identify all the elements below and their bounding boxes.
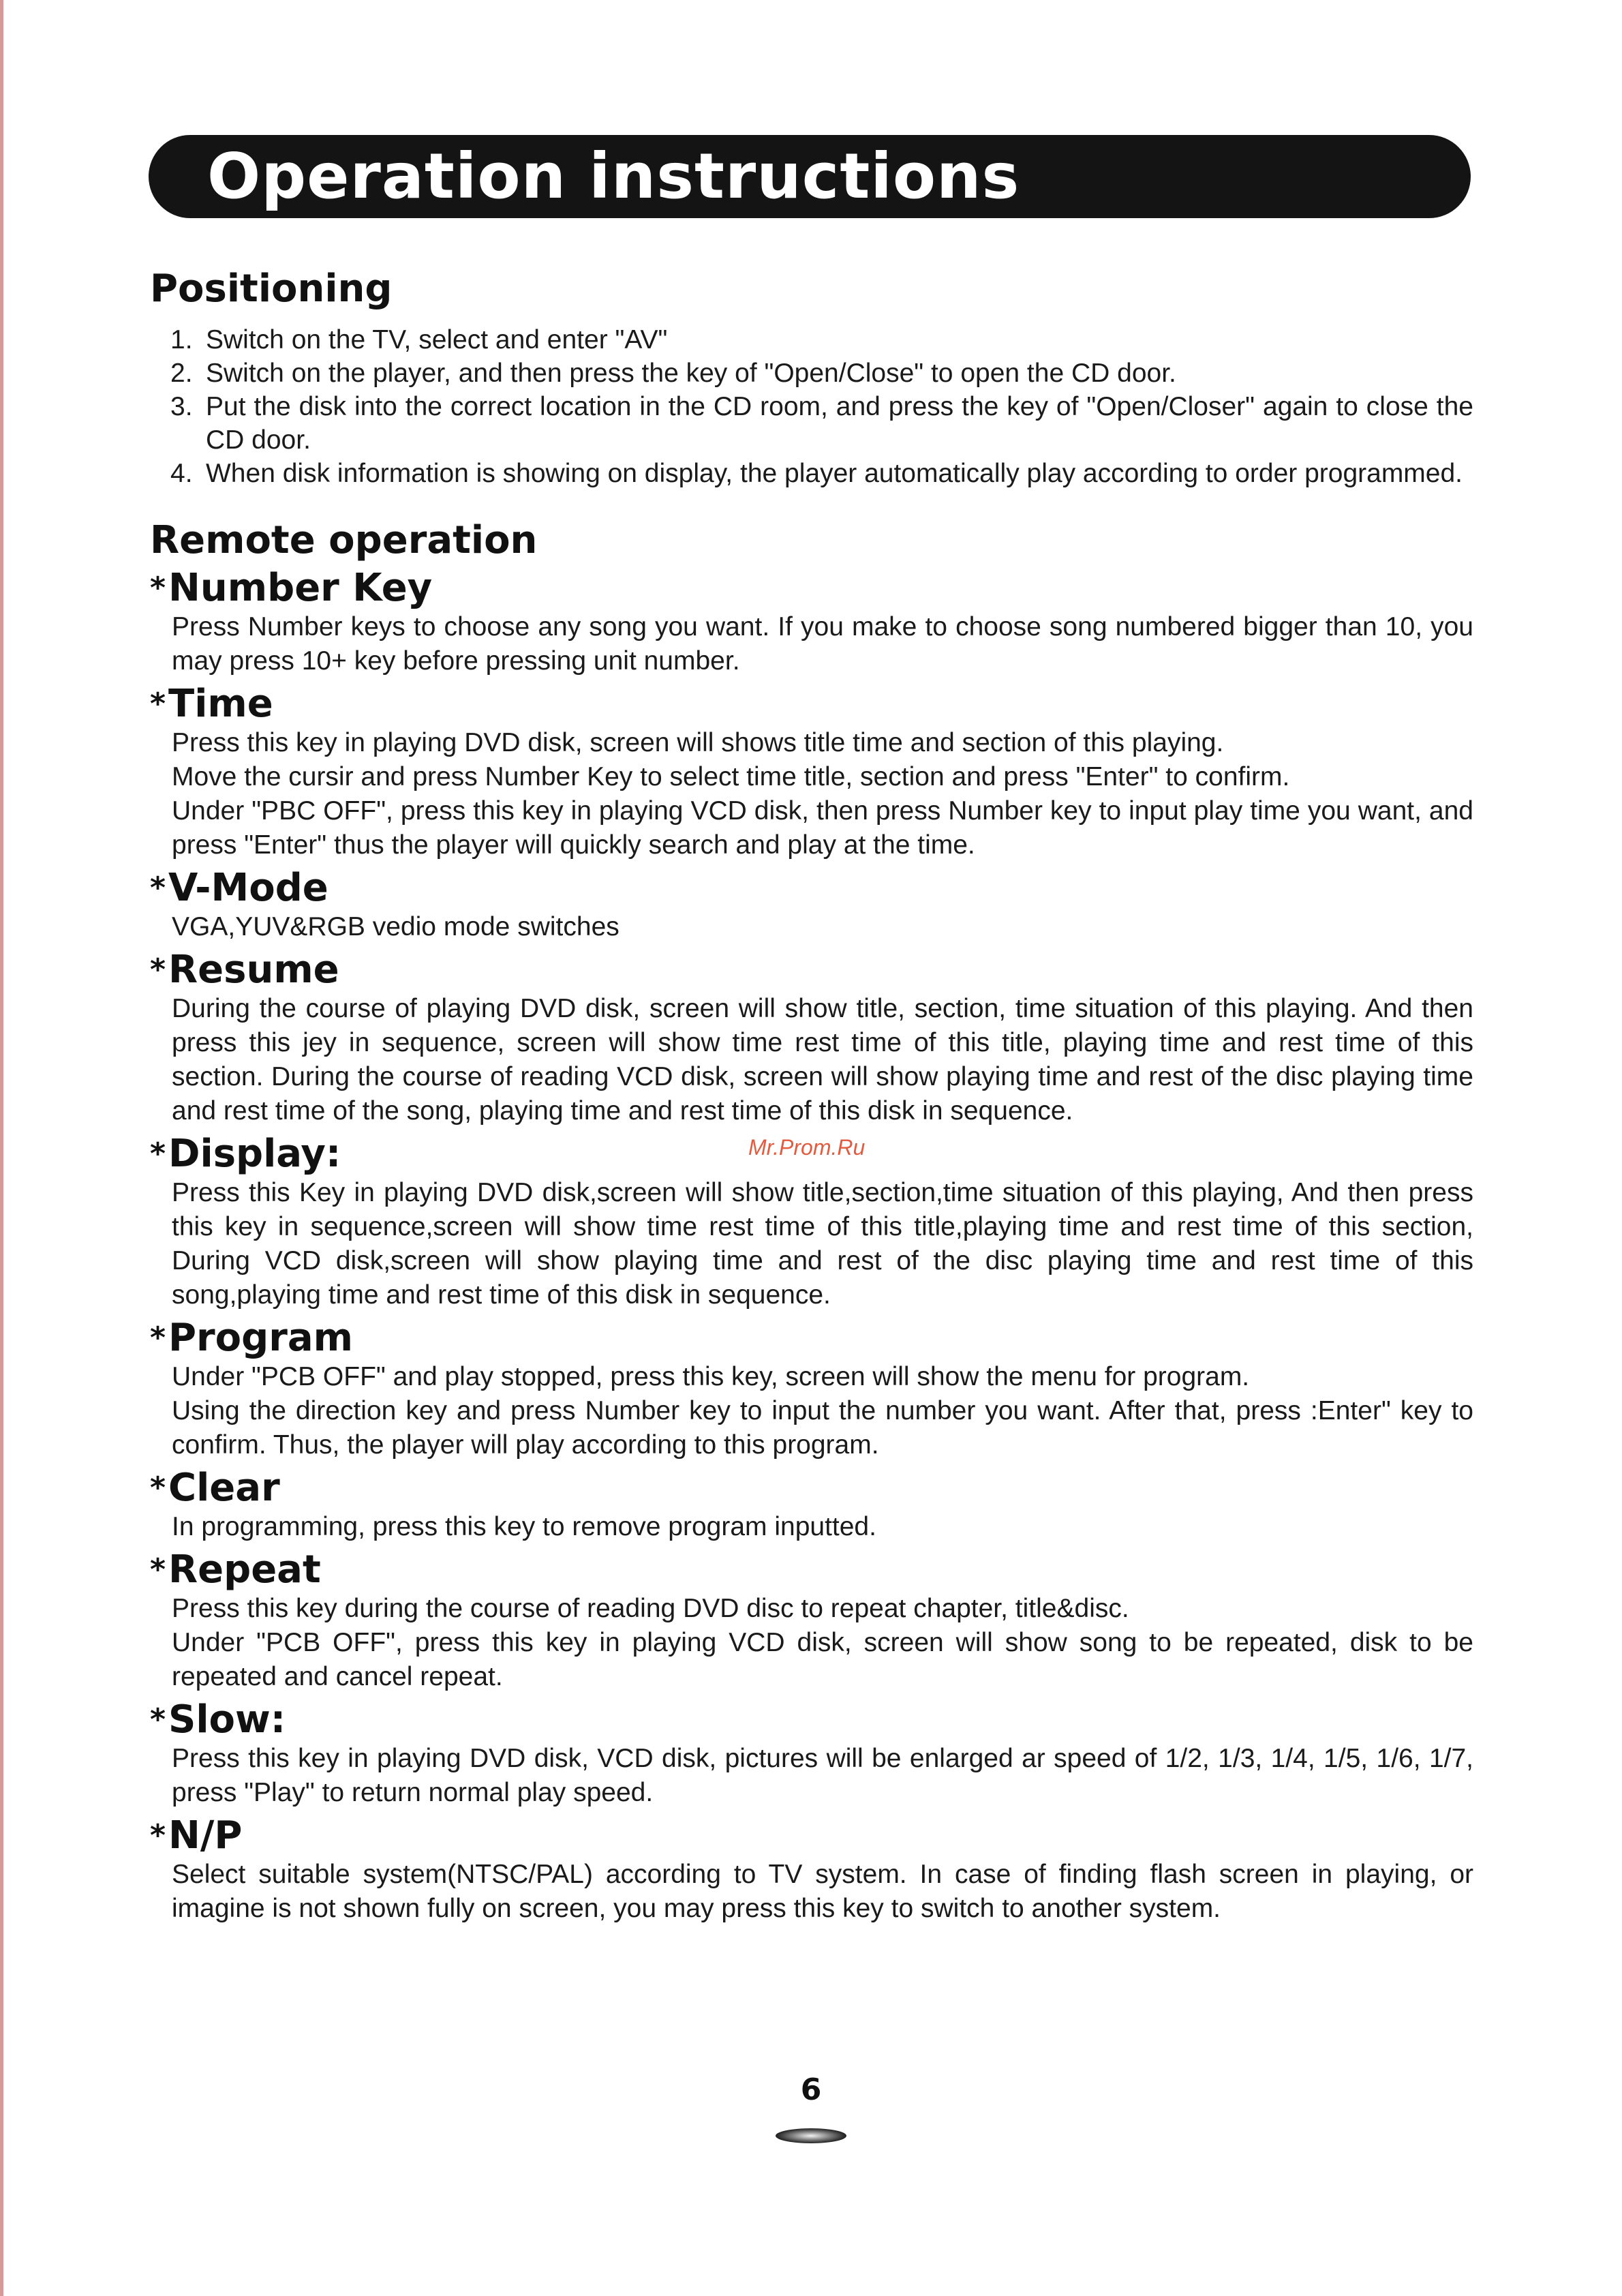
remote-key-title: V-Mode bbox=[168, 866, 328, 910]
asterisk-bullet-icon: * bbox=[150, 1320, 166, 1355]
remote-key-title: Repeat bbox=[168, 1547, 321, 1592]
watermark: Mr.Prom.Ru bbox=[748, 1135, 866, 1160]
remote-key-title: Slow: bbox=[168, 1697, 286, 1742]
page-number: 6 bbox=[800, 2072, 822, 2107]
remote-key-heading bbox=[150, 682, 1473, 726]
remote-key-description bbox=[172, 726, 1473, 862]
remote-key-description bbox=[172, 1858, 1473, 1926]
description-paragraph: VGA,YUV&RGB vedio mode switches bbox=[172, 912, 619, 941]
remote-key-section bbox=[150, 567, 1473, 678]
title-banner bbox=[149, 135, 1471, 218]
remote-key-description bbox=[172, 610, 1473, 678]
description-paragraph: Using the direction key and press Number key to input the number you want. After that, press :Enter" key to confirm. Thus, the player will play according to this program. bbox=[172, 1396, 1473, 1460]
remote-key-title: Clear bbox=[168, 1466, 280, 1510]
remote-key-section bbox=[150, 1466, 1473, 1544]
remote-key-title: N/P bbox=[168, 1813, 243, 1858]
remote-key-heading bbox=[150, 948, 1473, 992]
remote-key-description bbox=[172, 1592, 1473, 1694]
remote-key-heading bbox=[150, 1316, 1473, 1360]
positioning-step bbox=[170, 323, 1473, 357]
remote-key-section bbox=[150, 1814, 1473, 1926]
remote-key-title: Resume bbox=[168, 948, 339, 992]
asterisk-bullet-icon: * bbox=[150, 1552, 166, 1587]
description-paragraph: Press Number keys to choose any song you want. If you make to choose song numbered bigger than 10, you may press 10+ key before pressing unit number. bbox=[172, 612, 1473, 676]
asterisk-bullet-icon: * bbox=[150, 871, 166, 905]
remote-key-description bbox=[172, 992, 1473, 1128]
description-paragraph: During the course of playing DVD disk, screen will show title, section, time situation of this playing. And then press this jey in sequence, screen will show time rest time of this title, playing time and rest time of this section. During the course of reading VCD disk, screen will show playing time and rest of the disc playing time and rest time of the song, playing time and rest time of this disk in sequence. bbox=[172, 994, 1473, 1126]
description-paragraph: Press this key in playing DVD disk, VCD disk, pictures will be enlarged ar speed of 1/2, 1/3, 1/4, 1/5, 1/6, 1/7, press "Play" to return normal play speed. bbox=[172, 1744, 1473, 1807]
remote-key-section bbox=[150, 682, 1473, 862]
step-text: Switch on the TV, select and enter "AV" bbox=[206, 325, 668, 354]
asterisk-bullet-icon: * bbox=[150, 686, 166, 721]
remote-key-description bbox=[172, 910, 1473, 944]
remote-key-section bbox=[150, 1316, 1473, 1462]
remote-key-description bbox=[172, 1742, 1473, 1810]
remote-key-title: Time bbox=[168, 682, 273, 726]
positioning-heading: Positioning bbox=[150, 267, 393, 311]
remote-key-description bbox=[172, 1176, 1473, 1312]
remote-key-section bbox=[150, 1698, 1473, 1810]
remote-key-heading bbox=[150, 567, 1473, 610]
step-number: 3. bbox=[170, 392, 193, 421]
remote-key-heading bbox=[150, 1548, 1473, 1592]
remote-key-description bbox=[172, 1510, 1473, 1544]
remote-key-section bbox=[150, 866, 1473, 944]
description-paragraph: Under "PBC OFF", press this key in playing VCD disk, then press Number key to input play time you want, and press "Enter" thus the player will quickly search and play at the time. bbox=[172, 796, 1473, 860]
remote-key-description bbox=[172, 1360, 1473, 1462]
positioning-steps bbox=[150, 323, 1473, 490]
description-paragraph: Under "PCB OFF" and play stopped, press this key, screen will show the menu for program. bbox=[172, 1362, 1250, 1391]
remote-key-list bbox=[150, 567, 1473, 1926]
step-text: Put the disk into the correct location in the CD room, and press the key of "Open/Closer" again to close the CD door. bbox=[206, 392, 1473, 455]
description-paragraph: In programming, press this key to remove program inputted. bbox=[172, 1512, 876, 1541]
remote-key-section bbox=[150, 1548, 1473, 1694]
asterisk-bullet-icon: * bbox=[150, 1818, 166, 1853]
page-edge-line bbox=[0, 0, 3, 2296]
positioning-step bbox=[170, 457, 1473, 490]
remote-key-heading bbox=[150, 1466, 1473, 1510]
remote-key-heading bbox=[150, 1814, 1473, 1858]
remote-key-title: Program bbox=[168, 1316, 353, 1360]
asterisk-bullet-icon: * bbox=[150, 952, 166, 987]
page-title: Operation instructions bbox=[207, 140, 1020, 213]
step-number: 1. bbox=[170, 325, 193, 354]
description-paragraph: Press this key during the course of reading DVD disc to repeat chapter, title&disc. bbox=[172, 1594, 1129, 1623]
description-paragraph: Select suitable system(NTSC/PAL) according to TV system. In case of finding flash screen in playing, or imagine is not shown fully on screen, you may press this key to switch to another system. bbox=[172, 1860, 1473, 1923]
remote-key-section bbox=[150, 948, 1473, 1128]
description-paragraph: Move the cursir and press Number Key to select time title, section and press "Enter" to confirm. bbox=[172, 762, 1290, 791]
remote-key-heading bbox=[150, 866, 1473, 910]
asterisk-bullet-icon: * bbox=[150, 1702, 166, 1737]
remote-key-title: Number Key bbox=[168, 566, 433, 610]
asterisk-bullet-icon: * bbox=[150, 571, 166, 605]
remote-key-heading bbox=[150, 1698, 1473, 1742]
page-ornament bbox=[776, 2128, 846, 2143]
page-content bbox=[150, 267, 1473, 1926]
asterisk-bullet-icon: * bbox=[150, 1470, 166, 1505]
remote-operation-heading: Remote operation bbox=[150, 518, 538, 562]
positioning-step bbox=[170, 390, 1473, 457]
positioning-step bbox=[170, 357, 1473, 390]
step-text: Switch on the player, and then press the key of "Open/Close" to open the CD door. bbox=[206, 359, 1176, 388]
step-text: When disk information is showing on display, the player automatically play according to order programmed. bbox=[206, 459, 1463, 488]
remote-key-title: Display: bbox=[168, 1132, 341, 1176]
description-paragraph: Under "PCB OFF", press this key in playing VCD disk, screen will show song to be repeated, disk to be repeated and cancel repeat. bbox=[172, 1628, 1473, 1691]
description-paragraph: Press this Key in playing DVD disk,screen will show title,section,time situation of this playing, And then press this key in sequence,screen will show time rest time of this title,playing time and rest time of this section, During VCD disk,screen will show playing time and rest of the disc playing time and rest time of this song,playing time and rest time of this disk in sequence. bbox=[172, 1178, 1473, 1310]
description-paragraph: Press this key in playing DVD disk, screen will shows title time and section of this playing. bbox=[172, 728, 1224, 757]
asterisk-bullet-icon: * bbox=[150, 1136, 166, 1171]
step-number: 4. bbox=[170, 459, 193, 488]
step-number: 2. bbox=[170, 359, 193, 388]
